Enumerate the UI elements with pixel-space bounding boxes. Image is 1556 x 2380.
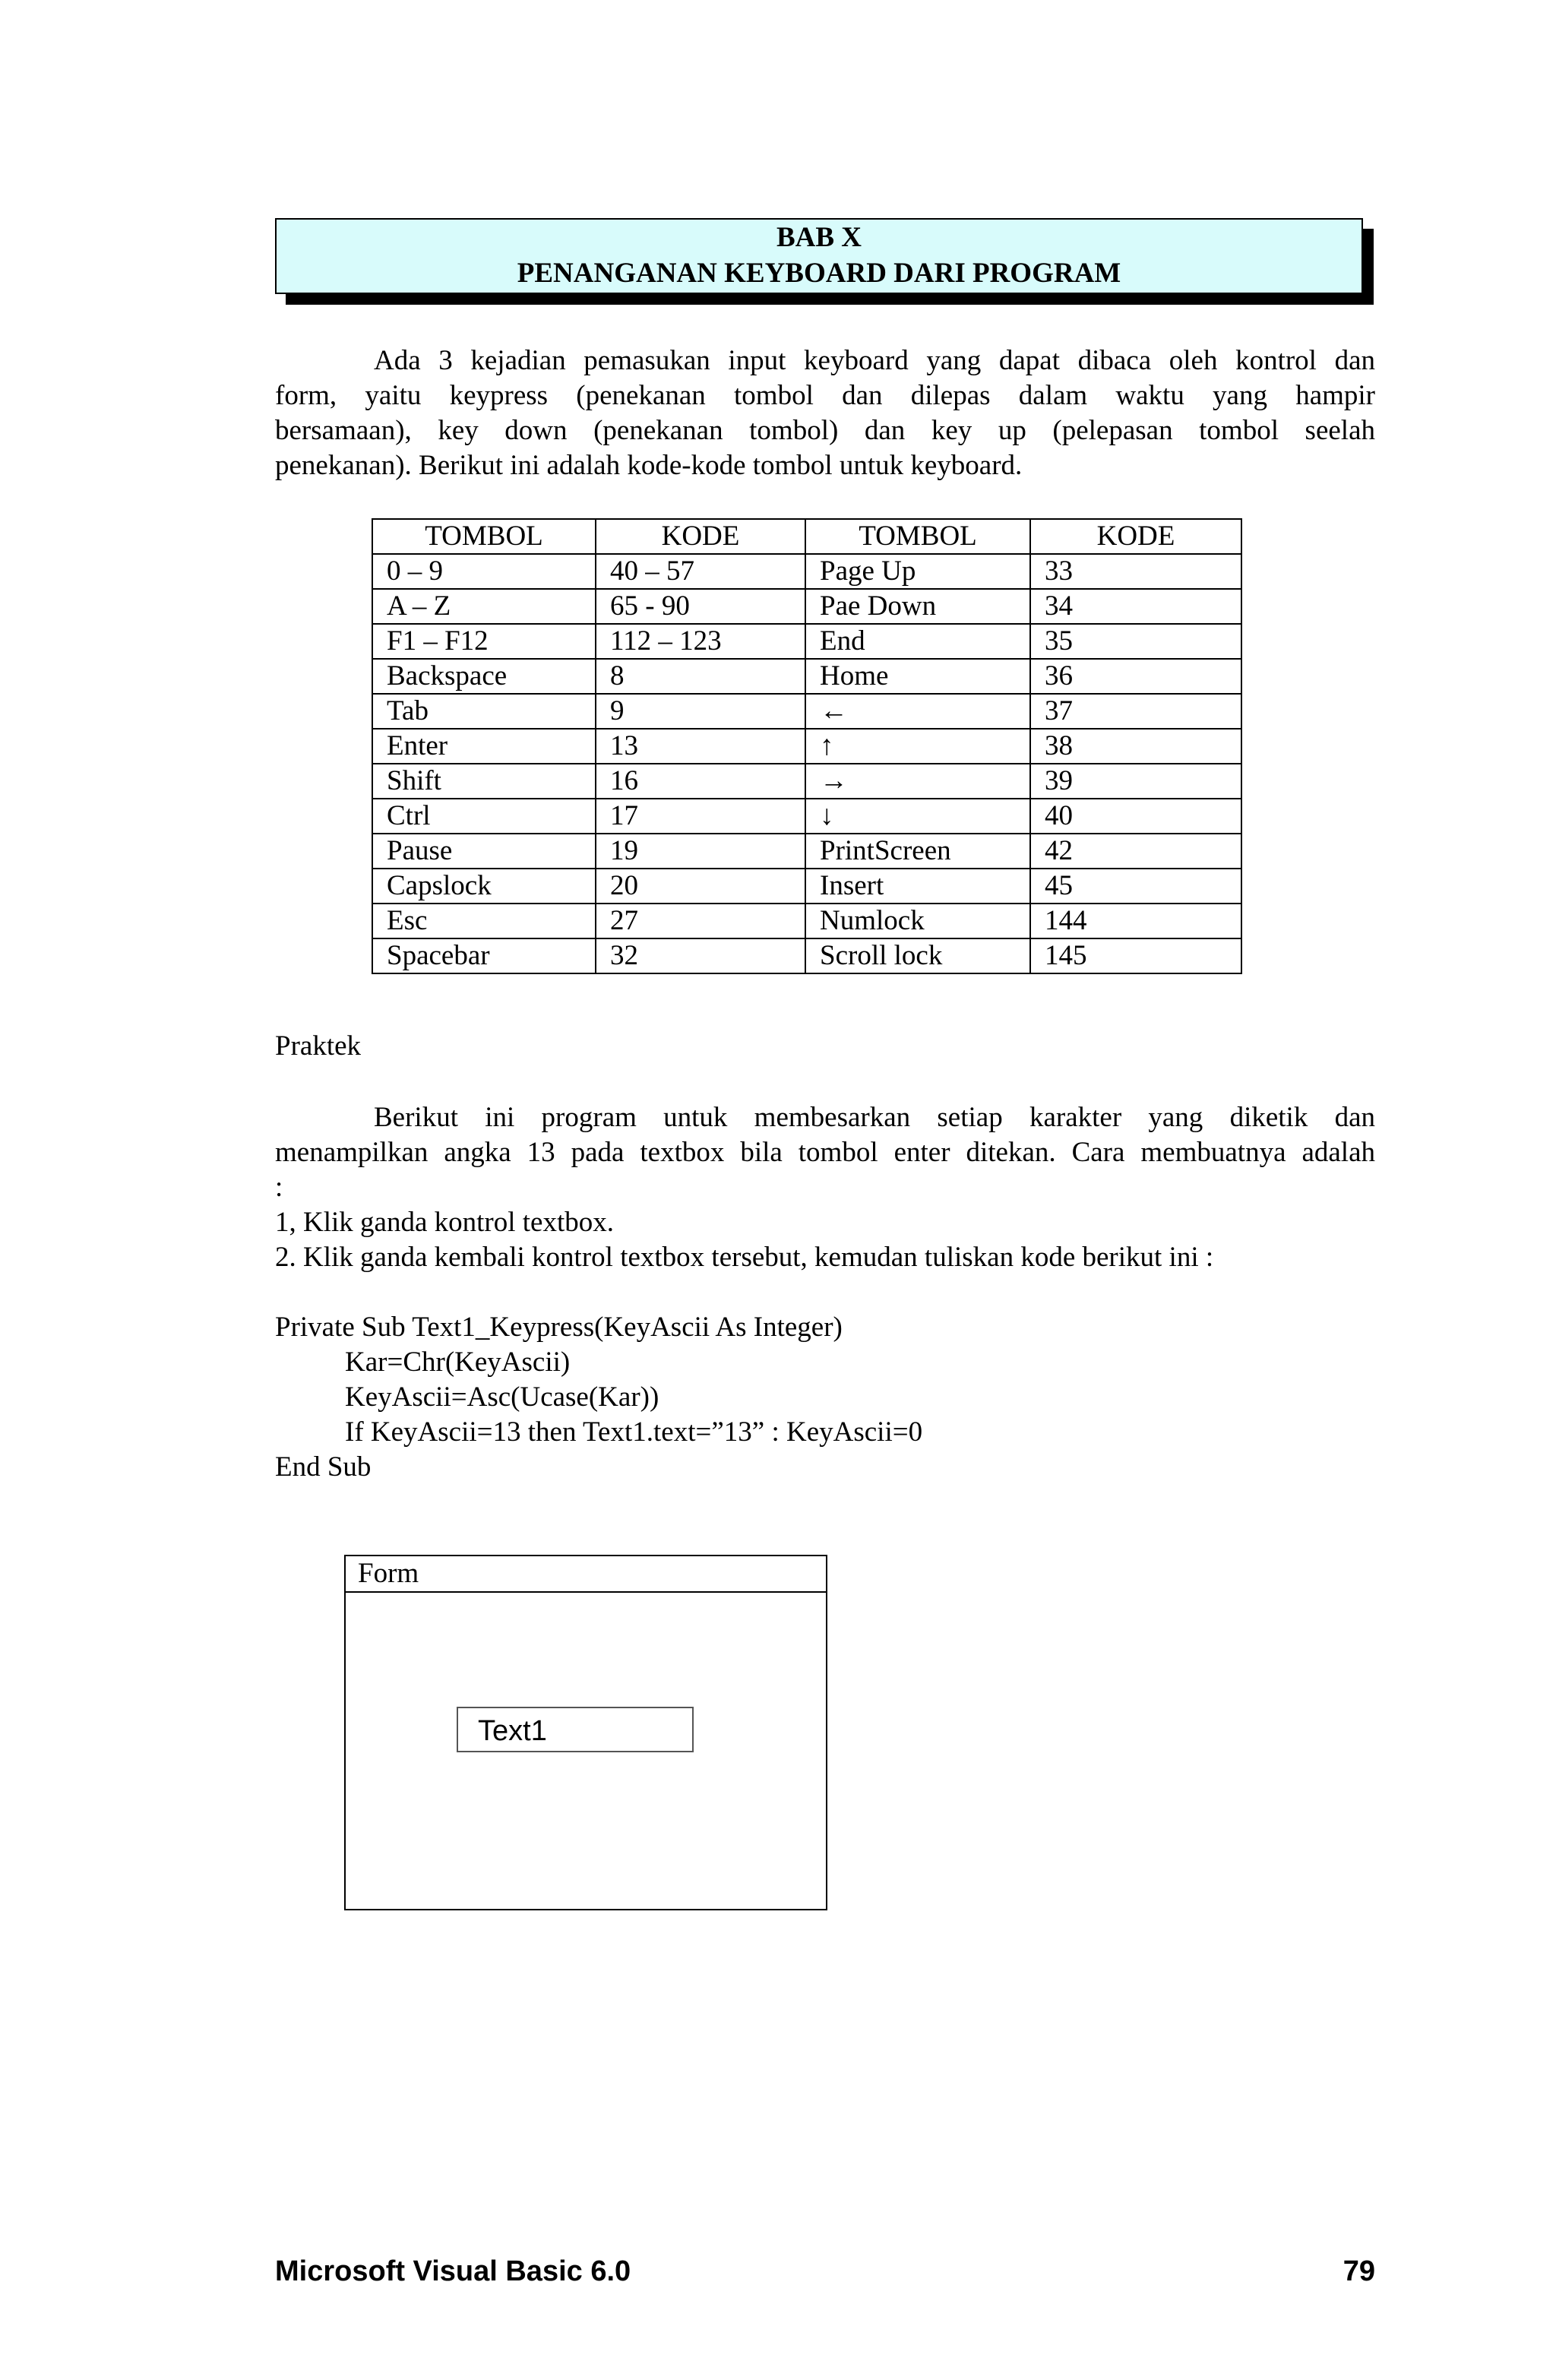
key-code-cell: 32 (596, 938, 805, 973)
header-kode: KODE (1030, 519, 1241, 554)
code-line: End Sub (275, 1451, 372, 1483)
table-row (372, 869, 1241, 904)
table-row (372, 694, 1241, 729)
practice-line: : (275, 1172, 283, 1203)
key-code-cell: 27 (596, 904, 805, 938)
key-name-cell: Esc (372, 904, 596, 938)
practice-line: menampilkan angka 13 pada textbox bila tombol enter ditekan. Cara membuatnya adalah (275, 1137, 1375, 1168)
key-name-cell: F1 – F12 (372, 624, 596, 659)
key-name-cell: Shift (372, 764, 596, 799)
chapter-title: PENANGANAN KEYBOARD DARI PROGRAM (517, 258, 1121, 289)
key-code-cell: 20 (596, 869, 805, 904)
page-number: 79 (1343, 2255, 1375, 2287)
key-code-cell: 145 (1030, 938, 1241, 973)
table-row (372, 834, 1241, 869)
key-code-cell: 36 (1030, 659, 1241, 694)
key-code-cell: 40 (1030, 799, 1241, 834)
key-name-cell: Page Up (805, 554, 1030, 589)
step-1: 1, Klik ganda kontrol textbox. (275, 1207, 614, 1238)
key-code-cell: 112 – 123 (596, 624, 805, 659)
key-name-cell: Pause (372, 834, 596, 869)
table-body (372, 554, 1241, 973)
table-row (372, 624, 1241, 659)
key-name-cell: A – Z (372, 589, 596, 624)
code-line: Private Sub Text1_Keypress(KeyAscii As Integer) (275, 1312, 843, 1343)
key-code-cell: 39 (1030, 764, 1241, 799)
key-code-cell: 8 (596, 659, 805, 694)
key-code-cell: 9 (596, 694, 805, 729)
intro-line: form, yaitu keypress (penekanan tombol dan dilepas dalam waktu yang hampir (275, 380, 1375, 411)
header-tombol: TOMBOL (372, 519, 596, 554)
key-name-cell: Capslock (372, 869, 596, 904)
table-row (372, 554, 1241, 589)
table-row (372, 938, 1241, 973)
key-name-cell: Insert (805, 869, 1030, 904)
key-name-cell: Scroll lock (805, 938, 1030, 973)
key-code-cell: 34 (1030, 589, 1241, 624)
key-code-cell: 37 (1030, 694, 1241, 729)
chapter-title-box (275, 218, 1363, 294)
table-row (372, 764, 1241, 799)
key-code-cell: 13 (596, 729, 805, 764)
step-2: 2. Klik ganda kembali kontrol textbox tersebut, kemudan tuliskan kode berikut ini : (275, 1242, 1214, 1273)
key-name-cell: → (805, 764, 1030, 799)
key-code-cell: 65 - 90 (596, 589, 805, 624)
code-line: Kar=Chr(KeyAscii) (345, 1347, 571, 1378)
key-name-cell: Enter (372, 729, 596, 764)
intro-paragraph (275, 343, 1375, 483)
table-header-row (372, 519, 1241, 554)
key-name-cell: ↑ (805, 729, 1030, 764)
footer-book-title: Microsoft Visual Basic 6.0 (275, 2255, 631, 2287)
key-name-cell: Ctrl (372, 799, 596, 834)
key-name-cell: Numlock (805, 904, 1030, 938)
chapter-number: BAB X (776, 222, 862, 253)
table-row (372, 589, 1241, 624)
key-code-cell: 42 (1030, 834, 1241, 869)
key-code-cell: 16 (596, 764, 805, 799)
key-code-cell: 144 (1030, 904, 1241, 938)
intro-line: penekanan). Berikut ini adalah kode-kode tombol untuk keyboard. (275, 450, 1023, 481)
key-code-cell: 19 (596, 834, 805, 869)
header-kode: KODE (596, 519, 805, 554)
practice-line: Berikut ini program untuk membesarkan setiap karakter yang diketik dan (374, 1102, 1375, 1133)
table-row (372, 904, 1241, 938)
key-code-cell: 35 (1030, 624, 1241, 659)
table-row (372, 659, 1241, 694)
key-name-cell: 0 – 9 (372, 554, 596, 589)
key-name-cell: Spacebar (372, 938, 596, 973)
title-box-inner (275, 218, 1363, 294)
practice-paragraph (275, 1100, 1375, 1205)
form-title: Form (346, 1556, 826, 1593)
practice-heading: Praktek (275, 1030, 362, 1062)
key-name-cell: PrintScreen (805, 834, 1030, 869)
code-line: KeyAscii=Asc(Ucase(Kar)) (345, 1381, 659, 1413)
key-name-cell: ← (805, 694, 1030, 729)
header-tombol: TOMBOL (805, 519, 1030, 554)
key-code-cell: 40 – 57 (596, 554, 805, 589)
key-name-cell: End (805, 624, 1030, 659)
code-line: If KeyAscii=13 then Text1.text=”13” : KeyAscii=0 (345, 1416, 923, 1448)
key-code-cell: 38 (1030, 729, 1241, 764)
key-code-table (372, 518, 1242, 974)
key-name-cell: ↓ (805, 799, 1030, 834)
text1-textbox: Text1 (457, 1707, 694, 1752)
table-row (372, 729, 1241, 764)
key-name-cell: Pae Down (805, 589, 1030, 624)
key-code-cell: 33 (1030, 554, 1241, 589)
form-mockup (344, 1555, 827, 1910)
key-name-cell: Backspace (372, 659, 596, 694)
key-name-cell: Tab (372, 694, 596, 729)
key-code-cell: 17 (596, 799, 805, 834)
key-code-cell: 45 (1030, 869, 1241, 904)
intro-line: Ada 3 kejadian pemasukan input keyboard yang dapat dibaca oleh kontrol dan (374, 345, 1375, 376)
key-name-cell: Home (805, 659, 1030, 694)
intro-line: bersamaan), key down (penekanan tombol) dan key up (pelepasan tombol seelah (275, 415, 1375, 446)
table-row (372, 799, 1241, 834)
